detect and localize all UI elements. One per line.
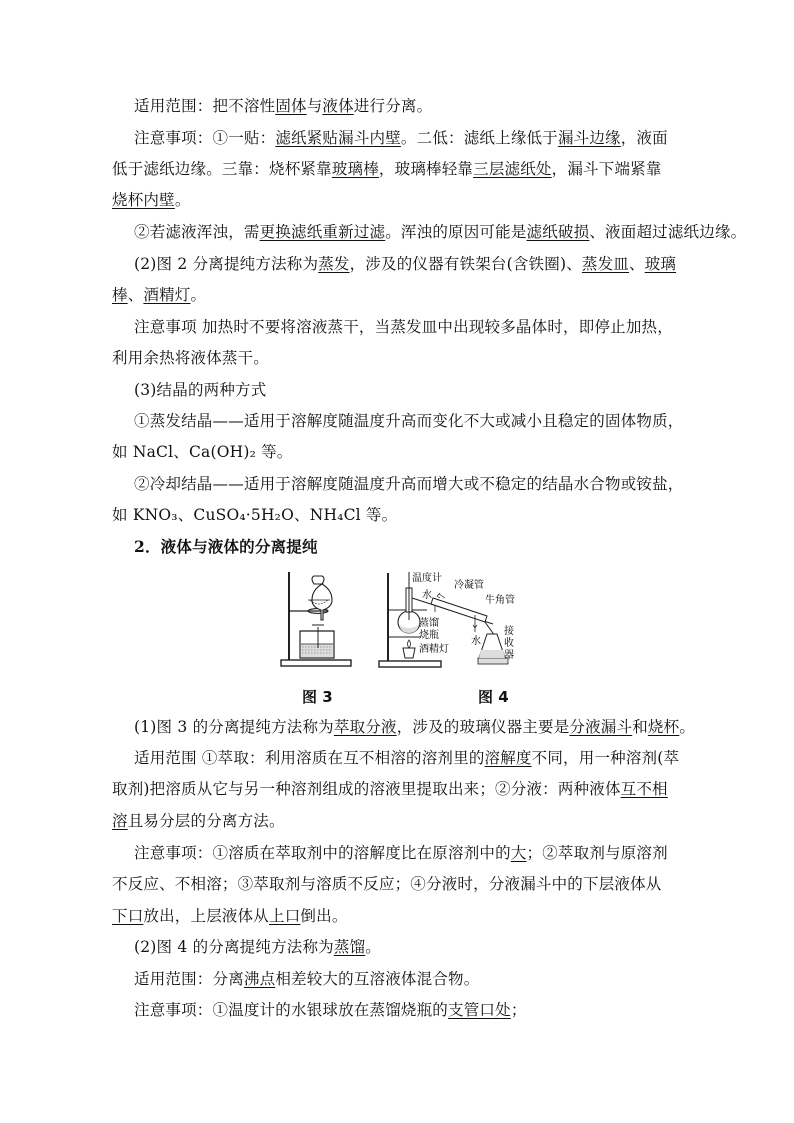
label-distillation-flask-1: 蒸馏 [419, 618, 439, 629]
text-line: 不反应、不相溶；③萃取剂与溶质不反应；④分液时，分液漏斗中的下层液体从 [112, 875, 662, 893]
label-alcohol-lamp: 酒精灯 [419, 644, 449, 655]
text-line: (2)图 2 分离提纯方法称为蒸发，涉及的仪器有铁架台(含铁圈)、蒸发皿、玻璃 [134, 255, 677, 273]
figure-3-separatory-funnel [270, 568, 360, 676]
label-water-out: 水 [471, 636, 481, 647]
figure-4-distillation-apparatus [375, 568, 520, 676]
text-line: ②若滤液浑浊，需更换滤纸重新过滤。浑浊的原因可能是滤纸破损、液面超过滤纸边缘。 [134, 223, 747, 241]
label-receiver-3: 器 [504, 650, 514, 661]
label-condenser: 冷凝管 [454, 580, 484, 591]
text-line: 如 KNO₃、CuSO₄·5H₂O、NH₄Cl 等。 [112, 506, 398, 524]
text-line: 如 NaCl、Ca(OH)₂ 等。 [112, 443, 293, 461]
text-line: ②冷却结晶——适用于溶解度随温度升高而增大或不稳定的结晶水合物或铵盐， [134, 475, 684, 493]
text-line: 注意事项 加热时不要将溶液蒸干，当蒸发皿中出现较多晶体时，即停止加热， [134, 318, 673, 336]
text-line: ①蒸发结晶——适用于溶解度随温度升高而变化不大或减小且稳定的固体物质， [134, 412, 684, 430]
text-line: 低于滤纸边缘。三靠：烧杯紧靠玻璃棒，玻璃棒轻靠三层滤纸处，漏斗下端紧靠 [112, 160, 662, 178]
text-line: (2)图 4 的分离提纯方法称为蒸馏。 [134, 938, 381, 956]
text-line: 适用范围：分离沸点相差较大的互溶液体混合物。 [134, 970, 480, 988]
label-adapter: 牛角管 [485, 595, 515, 606]
text-line: (1)图 3 的分离提纯方法称为萃取分液，涉及的玻璃仪器主要是分液漏斗和烧杯。 [134, 718, 696, 736]
text-line: 适用范围：把不溶性固体与液体进行分离。 [134, 97, 433, 115]
text-line: 注意事项：①温度计的水银球放在蒸馏烧瓶的支管口处； [134, 1001, 527, 1019]
text-line: 利用余热将液体蒸干。 [112, 349, 270, 367]
figure-3-caption: 图 3 [302, 688, 333, 706]
label-water-in: 水 [422, 590, 432, 601]
label-thermometer: 温度计 [412, 573, 442, 584]
text-line: 取剂)把溶质从它与另一种溶剂组成的溶液里提取出来；②分液：两种液体互不相 [112, 780, 668, 798]
text-line: 注意事项：①溶质在萃取剂中的溶解度比在原溶剂中的大；②萃取剂与原溶剂 [134, 844, 668, 862]
text-line: 棒、酒精灯。 [112, 286, 207, 304]
label-receiver-1: 接 [504, 626, 514, 637]
section-heading: 2．液体与液体的分离提纯 [134, 537, 318, 556]
text-line: 适用范围 ①萃取：利用溶质在互不相溶的溶剂里的溶解度不同，用一种溶剂(萃 [134, 749, 680, 767]
label-receiver-2: 收 [504, 638, 514, 649]
text-line: 注意事项：①一贴：滤纸紧贴漏斗内壁。二低：滤纸上缘低于漏斗边缘，液面 [134, 129, 668, 147]
label-distillation-flask-2: 烧瓶 [419, 630, 439, 641]
text-line: (3)结晶的两种方式 [134, 381, 267, 399]
text-line: 溶且易分层的分离方法。 [112, 812, 285, 830]
text-line: 下口放出，上层液体从上口倒出。 [112, 907, 348, 925]
figure-4-caption: 图 4 [478, 688, 509, 706]
text-line: 烧杯内壁。 [112, 191, 191, 209]
